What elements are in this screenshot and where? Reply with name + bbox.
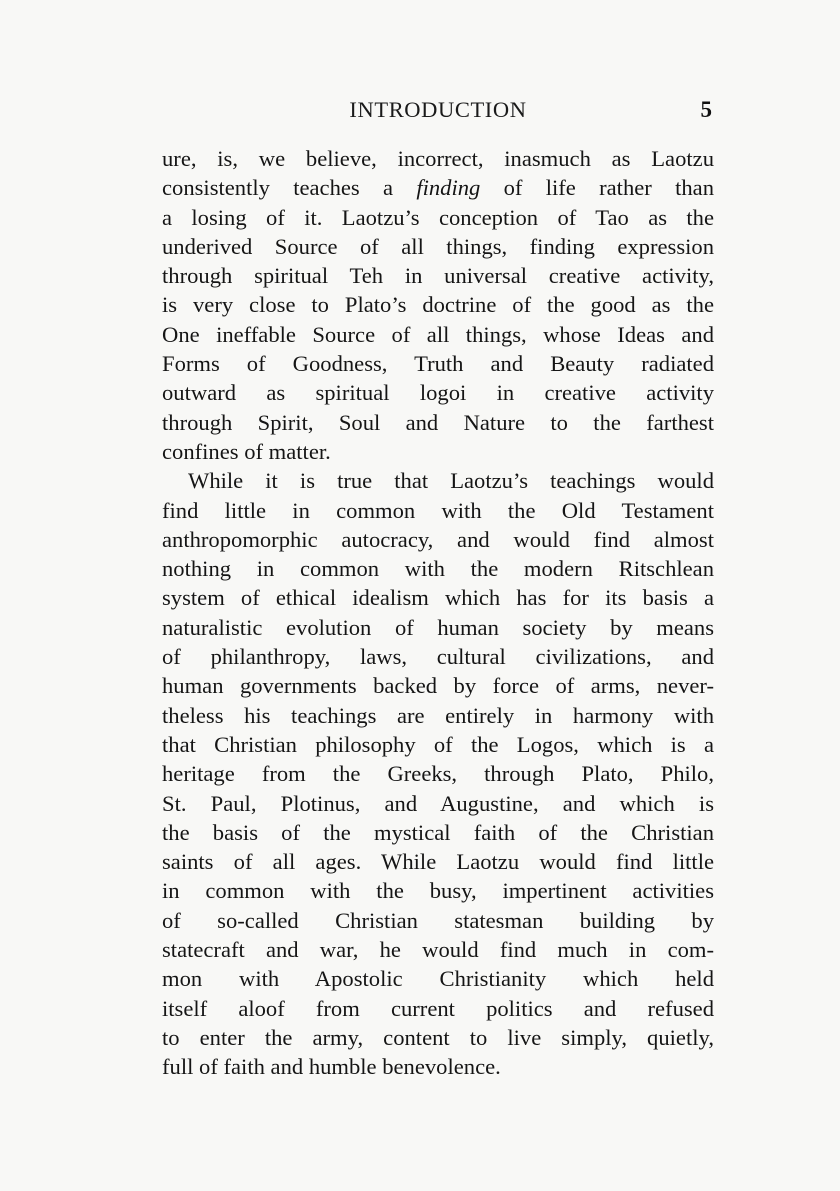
page-header [162, 97, 714, 129]
text-line: in common with the busy, impertinent activities [162, 878, 714, 904]
text-line: outward as spiritual logoi in creative activity [162, 380, 714, 406]
text-line: that Christian philosophy of the Logos, which is a [162, 731, 714, 757]
text-line: One ineffable Source of all things, whose Ideas and [162, 321, 714, 347]
body-text [162, 144, 714, 1082]
text-line: mon with Apostolic Christianity which held [162, 966, 714, 992]
text-line: saints of all ages. While Laotzu would find little [162, 849, 714, 875]
text-line: system of ethical idealism which has for its basis a [162, 585, 714, 611]
text-line: through Spirit, Soul and Nature to the farthest [162, 409, 714, 435]
text-line: human governments backed by force of arms, never- [162, 673, 714, 699]
text-line: statecraft and war, he would find much in com- [162, 937, 714, 963]
text-line: ure, is, we believe, incorrect, inasmuch as Laotzu [162, 146, 714, 171]
text-line: naturalistic evolution of human society by means [162, 614, 714, 640]
text-line: of philanthropy, laws, cultural civilizations, and [162, 644, 714, 670]
text-line: full of faith and humble benevolence. [162, 1054, 501, 1080]
text-line: is very close to Plato’s doctrine of the good as the [162, 292, 714, 318]
text-line: consistently teaches a finding of life rather than [162, 175, 714, 201]
text-line: St. Paul, Plotinus, and Augustine, and which is [162, 790, 714, 816]
text-line: While it is true that Laotzu’s teachings would [188, 468, 714, 494]
text-line: theless his teachings are entirely in harmony with [162, 702, 714, 728]
text-line: confines of matter. [162, 438, 331, 464]
text-line: itself aloof from current politics and refused [162, 995, 714, 1021]
paragraph-1 [162, 144, 714, 466]
page-number: 5 [700, 97, 712, 122]
text-line: anthropomorphic autocracy, and would find almost [162, 526, 714, 552]
paragraph-2 [162, 466, 714, 1081]
text-line: a losing of it. Laotzu’s conception of Tao as the [162, 204, 714, 230]
text-line: find little in common with the Old Testament [162, 497, 714, 523]
running-title: INTRODUCTION [349, 97, 527, 122]
text-line: Forms of Goodness, Truth and Beauty radiated [162, 351, 714, 377]
emphasis-finding: finding [416, 175, 481, 201]
text-line: heritage from the Greeks, through Plato, Philo, [162, 761, 714, 787]
text-line: the basis of the mystical faith of the Christian [162, 819, 714, 845]
text-line: of so-called Christian statesman building by [162, 907, 714, 933]
text-line: underived Source of all things, finding expression [162, 233, 714, 259]
text-line: to enter the army, content to live simply, quietly, [162, 1024, 714, 1050]
text-line: through spiritual Teh in universal creative activity, [162, 263, 714, 289]
text-line: nothing in common with the modern Ritschlean [162, 556, 714, 582]
